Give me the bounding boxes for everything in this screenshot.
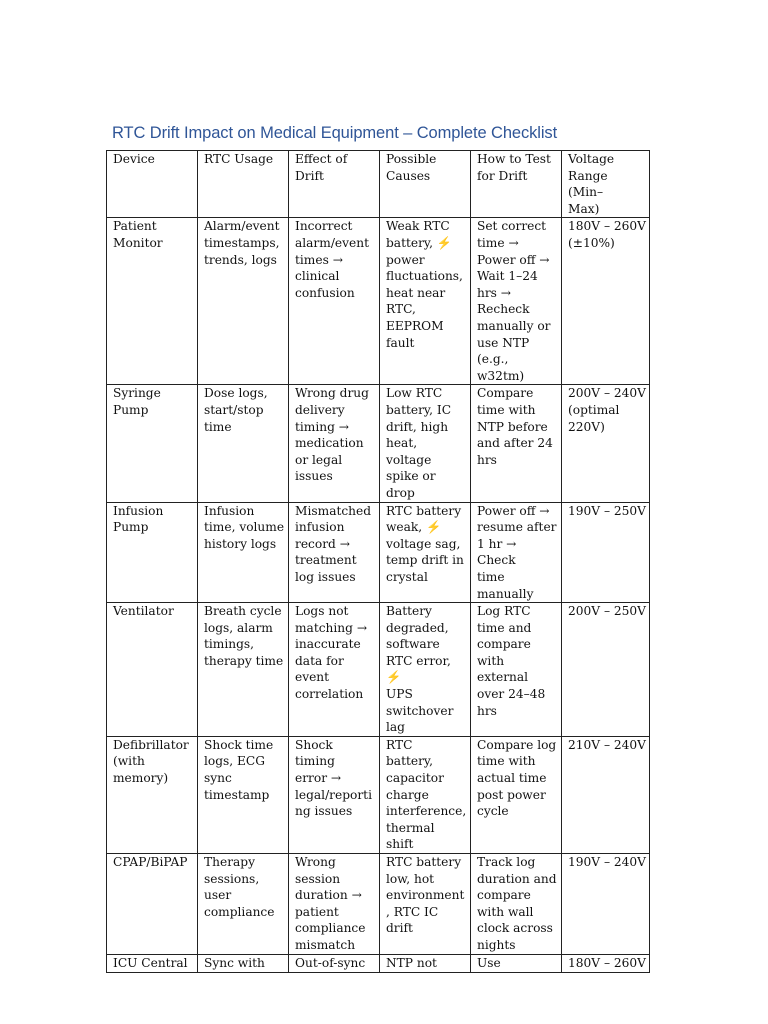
table-cell (562, 603, 650, 737)
table-cell (471, 502, 562, 603)
table-cell (562, 955, 650, 973)
table-cell (380, 603, 471, 737)
table-row (107, 854, 650, 955)
table-cell (380, 854, 471, 955)
table-cell (107, 502, 198, 603)
cell-text: 190V – 250V (568, 503, 646, 518)
table-cell (471, 218, 562, 385)
table-cell (471, 385, 562, 502)
cell-text: 190V – 240V (568, 855, 646, 869)
cell-text: Track log duration and compare with wall clock across nights (477, 855, 557, 952)
header-label: Voltage Range (Min– Max) (568, 152, 615, 216)
cell-text: RTC battery weak, ⚡ voltage sag, temp drift in crystal (386, 503, 464, 584)
table-cell (562, 218, 650, 385)
header-how-to-test (471, 151, 562, 218)
cell-text: Sync with (204, 956, 265, 970)
cell-text: Defibrillator (with memory) (113, 737, 189, 786)
cell-text: NTP not (386, 956, 437, 970)
table-row (107, 955, 650, 973)
cell-text: Log RTC time and compare with external over 24–48 hrs (477, 604, 546, 718)
table-cell (198, 385, 289, 502)
table-cell (289, 854, 380, 955)
cell-text: CPAP/BiPAP (113, 855, 188, 869)
table-cell (380, 218, 471, 385)
cell-text: ICU Central (113, 956, 188, 970)
table-cell (107, 603, 198, 737)
table-row (107, 603, 650, 737)
cell-text: Battery degraded, software RTC error, ⚡ UPS switchover lag (386, 604, 454, 735)
cell-text: Logs not matching → inaccurate data for event correlation (295, 604, 368, 702)
cell-text: Patient Monitor (113, 219, 163, 250)
table-cell (198, 955, 289, 973)
table-cell (562, 736, 650, 853)
cell-text: Syringe Pump (113, 386, 161, 417)
table-cell (471, 603, 562, 737)
cell-text: Wrong drug delivery timing → medication or legal issues (295, 386, 369, 484)
header-label: How to Test for Drift (477, 152, 551, 183)
cell-text: 180V – 260V (±10%) (568, 219, 646, 250)
cell-text: 200V – 240V (optimal 220V) (568, 386, 646, 434)
table-row (107, 218, 650, 385)
document-title: RTC Drift Impact on Medical Equipment – Complete Checklist (112, 124, 558, 142)
header-label: RTC Usage (204, 152, 274, 166)
table-cell (198, 502, 289, 603)
table-cell (198, 218, 289, 385)
table-cell (562, 502, 650, 603)
table-cell (289, 502, 380, 603)
cell-text: Breath cycle logs, alarm timings, therapy time (204, 604, 284, 668)
table-cell (471, 854, 562, 955)
table-cell (471, 736, 562, 853)
cell-text: Dose logs, start/stop time (204, 386, 268, 434)
table-cell (107, 218, 198, 385)
cell-text: 200V – 250V (568, 604, 646, 619)
header-effect-of-drift (289, 151, 380, 218)
table-cell (107, 854, 198, 955)
cell-text: Infusion time, volume history logs (204, 503, 285, 551)
table-row (107, 385, 650, 502)
header-rtc-usage (198, 151, 289, 218)
header-possible-causes (380, 151, 471, 218)
table-cell (471, 955, 562, 973)
table-cell (562, 854, 650, 955)
cell-text: Ventilator (113, 604, 174, 619)
cell-text: Weak RTC battery, ⚡ power fluctuations, heat near RTC, EEPROM fault (386, 219, 463, 350)
cell-text: Therapy sessions, user compliance (204, 855, 275, 919)
table-cell (107, 385, 198, 502)
table-row (107, 502, 650, 603)
cell-text: Use (477, 956, 501, 970)
cell-text: Set correct time → Power off → Wait 1–24 hrs → Recheck manually or use NTP (e.g., w32tm) (477, 219, 551, 383)
cell-text: RTC battery, capacitor charge interference, thermal shift (386, 737, 467, 852)
cell-text: 180V – 260V (568, 956, 646, 970)
table-cell (289, 955, 380, 973)
table-cell (289, 603, 380, 737)
cell-text: Incorrect alarm/event times → clinical confusion (295, 219, 369, 300)
cell-text: Low RTC battery, IC drift, high heat, voltage spike or drop (386, 386, 452, 500)
table-cell (380, 955, 471, 973)
header-label: Device (113, 152, 155, 166)
cell-text: Alarm/event timestamps, trends, logs (204, 219, 280, 267)
cell-text: Compare time with NTP before and after 24 hrs (477, 386, 553, 467)
table-cell (107, 736, 198, 853)
table-cell (107, 955, 198, 973)
cell-text: Shock timing error → legal/reporti ng issues (295, 737, 372, 819)
header-label: Effect of Drift (295, 152, 348, 183)
table-row (107, 736, 650, 853)
cell-text: Compare log time with actual time post power cycle (477, 737, 557, 819)
table-cell (380, 736, 471, 853)
header-label: Possible Causes (386, 152, 437, 183)
cell-text: Mismatched infusion record → treatment log issues (295, 503, 372, 584)
cell-text: Out-of-sync (295, 956, 366, 970)
table-cell (198, 854, 289, 955)
cell-text: Wrong session duration → patient compliance mismatch (295, 855, 366, 952)
table-cell (289, 385, 380, 502)
cell-text: 210V – 240V (568, 737, 646, 752)
table-cell (289, 736, 380, 853)
table-cell (380, 385, 471, 502)
table-header-row (107, 151, 650, 218)
table-cell (562, 385, 650, 502)
checklist-table (106, 150, 650, 973)
header-device (107, 151, 198, 218)
cell-text: RTC battery low, hot environment , RTC IC drift (386, 855, 465, 936)
table-cell (198, 603, 289, 737)
cell-text: Infusion Pump (113, 503, 164, 535)
table-cell (289, 218, 380, 385)
table-cell (380, 502, 471, 603)
cell-text: Shock time logs, ECG sync timestamp (204, 737, 274, 802)
table-cell (198, 736, 289, 853)
cell-text: Power off → resume after 1 hr → Check time manually (477, 503, 557, 601)
header-voltage-range (562, 151, 650, 218)
